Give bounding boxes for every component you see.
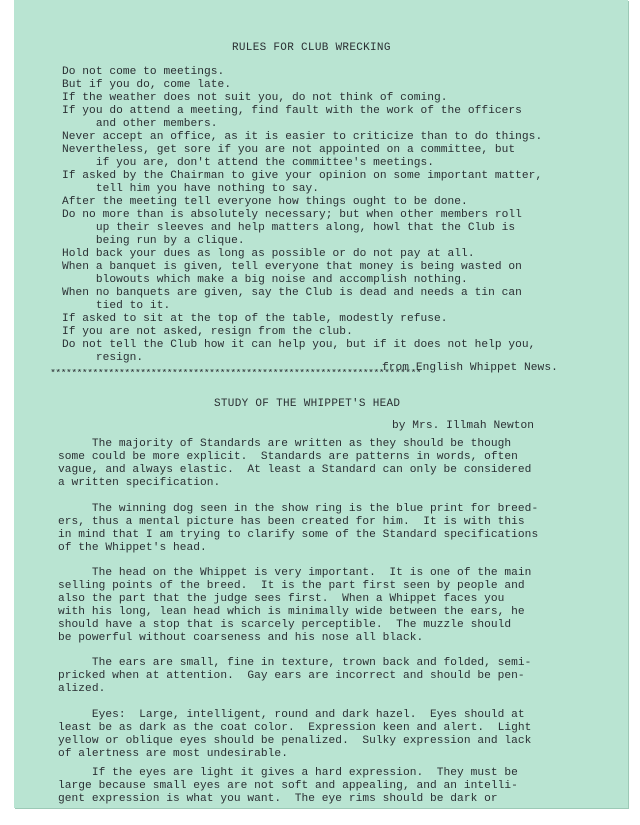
paragraph-line: gent expression is what you want. The eye rims should be dark or	[58, 793, 498, 805]
rules-line: If asked by the Chairman to give your opinion on some important matter,	[62, 170, 543, 182]
rules-line: tell him you have nothing to say.	[62, 183, 320, 195]
paragraph-line: be powerful without coarseness and his nose all black.	[58, 632, 424, 644]
rules-line: blowouts which make a big noise and accomplish nothing.	[62, 274, 468, 286]
paragraph-line: The winning dog seen in the show ring is the blue print for breed-	[58, 503, 539, 515]
paragraph-line: a written specification.	[58, 477, 221, 489]
paragraph-line: some could be more explicit. Standards are patterns in words, often	[58, 451, 518, 463]
paragraph-line: yellow or oblique eyes should be penalized. Sulky expression and lack	[58, 735, 532, 747]
rules-line: Never accept an office, as it is easier to criticize than to do things.	[62, 131, 543, 143]
rules-line: If you do attend a meeting, find fault with the work of the officers	[62, 105, 522, 117]
rules-line: After the meeting tell everyone how things ought to be done.	[62, 196, 468, 208]
rules-line: resign.	[62, 352, 144, 364]
paragraph-line: pricked when at attention. Gay ears are incorrect and should be pen-	[58, 670, 525, 682]
rules-line: Do not tell the Club how it can help you, but if it does not help you,	[62, 339, 536, 351]
rules-line: When no banquets are given, say the Club is dead and needs a tin can	[62, 287, 522, 299]
rules-title: RULES FOR CLUB WRECKING	[232, 42, 391, 54]
rules-line: If you are not asked, resign from the club.	[62, 326, 353, 338]
paragraph-line: should have a stop that is scarcely perceptible. The muzzle should	[58, 619, 512, 631]
rules-line: If the weather does not suit you, do not think of coming.	[62, 92, 448, 104]
rules-line: Hold back your dues as long as possible or do not pay at all.	[62, 248, 475, 260]
rules-line: and other members.	[62, 118, 218, 130]
rules-line: if you are, don't attend the committee's meetings.	[62, 157, 434, 169]
paragraph-line: least be as dark as the coat color. Expression keen and alert. Light	[58, 722, 532, 734]
asterisk-divider: **********************************************************************	[50, 369, 422, 380]
paragraph-line: ers, thus a mental picture has been created for him. It is with this	[58, 516, 525, 528]
paragraph-line: also the part that the judge sees first. When a Whippet faces you	[58, 593, 505, 605]
paragraph-line: alized.	[58, 683, 106, 695]
paragraph-line: The ears are small, fine in texture, trown back and folded, semi-	[58, 657, 532, 669]
rules-line: being run by a clique.	[62, 235, 245, 247]
article-byline: by Mrs. Illmah Newton	[392, 420, 535, 432]
rules-line: When a banquet is given, tell everyone that money is being wasted on	[62, 261, 522, 273]
paragraph-line: selling points of the breed. It is the part first seen by people and	[58, 580, 525, 592]
paragraph-line: large because small eyes are not soft and appealing, and an intelli-	[58, 780, 518, 792]
paragraph-line: of the Whippet's head.	[58, 542, 207, 554]
paragraph-line: Eyes: Large, intelligent, round and dark hazel. Eyes should at	[58, 709, 525, 721]
paragraph-line: If the eyes are light it gives a hard expression. They must be	[58, 767, 518, 779]
rules-line: tied to it.	[62, 300, 171, 312]
paragraph-line: The head on the Whippet is very important. It is one of the main	[58, 567, 532, 579]
paragraph-line: vague, and always elastic. At least a Standard can only be considered	[58, 464, 532, 476]
rules-line: If asked to sit at the top of the table, modestly refuse.	[62, 313, 448, 325]
paragraph-line: The majority of Standards are written as they should be though	[58, 438, 512, 450]
paragraph-line: with his long, lean head which is minimally wide between the ears, he	[58, 606, 525, 618]
document-page	[14, 0, 628, 808]
rules-source: from English Whippet News.	[382, 362, 558, 374]
rules-line: Nevertheless, get sore if you are not appointed on a committee, but	[62, 144, 516, 156]
rules-line: Do not come to meetings.	[62, 66, 225, 78]
rules-line: But if you do, come late.	[62, 79, 232, 91]
rules-line: Do no more than is absolutely necessary; but when other members roll	[62, 209, 522, 221]
rules-line: up their sleeves and help matters along, howl that the Club is	[62, 222, 516, 234]
article-title: STUDY OF THE WHIPPET'S HEAD	[214, 398, 401, 410]
paragraph-line: in mind that I am trying to clarify some of the Standard specifications	[58, 529, 539, 541]
paragraph-line: of alertness are most undesirable.	[58, 748, 288, 760]
